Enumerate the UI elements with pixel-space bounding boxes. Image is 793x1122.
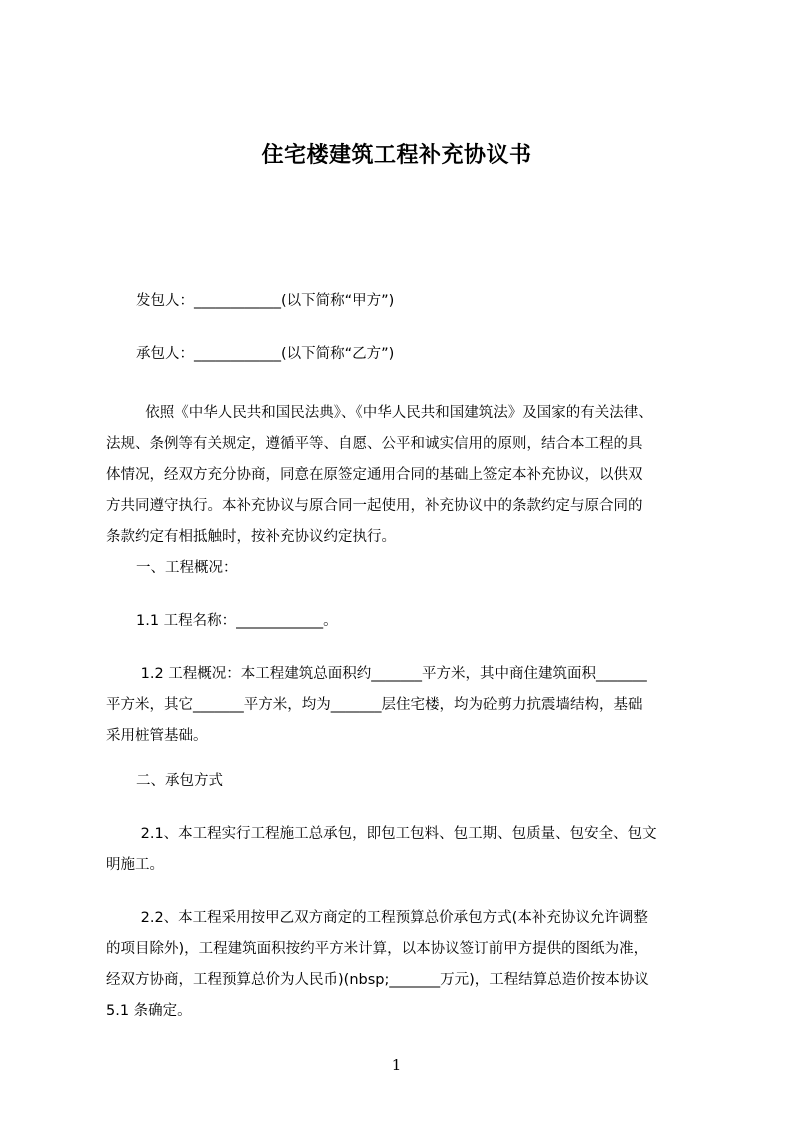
intro-line: 方共同遵守执行。本补充协议与原合同一起使用，补充协议中的条款约定与原合同的	[106, 498, 643, 514]
intro-line: 条款约定有相抵触时，按补充协议约定执行。	[106, 529, 396, 545]
section1-heading: 一、工程概况：	[136, 560, 238, 576]
document-title: 住宅楼建筑工程补充协议书	[261, 143, 532, 168]
section2-item2-line: 经双方协商，工程预算总价为人民币)(nbsp;_______万元)，工程结算总造价按本协议	[106, 972, 649, 988]
section1-item2-line: 平方米，其它_______平方米，均为_______层住宅楼，均为砼剪力抗震墙结构，基础	[106, 697, 643, 713]
intro-line: 体情况，经双方充分协商，同意在原签定通用合同的基础上签定本补充协议，以供双	[106, 467, 643, 483]
section1-item1: 1.1 工程名称：____________。	[136, 613, 338, 629]
section2-item2	[106, 903, 698, 1027]
party-b-line: 承包人：____________(以下简称“乙方”)	[136, 346, 395, 362]
section2-item1	[106, 819, 698, 881]
party-a-line: 发包人：____________(以下简称“甲方”)	[136, 293, 395, 309]
intro-line: 法规、条例等有关规定，遵循平等、自愿、公平和诚实信用的原则，结合本工程的具	[106, 436, 643, 452]
section2-item2-line: 5.1 条确定。	[106, 1003, 192, 1019]
section1-item2-line: 1.2 工程概况：本工程建筑总面积约_______平方米，其中商住建筑面积_______	[136, 666, 647, 682]
section2-item1-line: 明施工。	[106, 857, 164, 873]
section2-item1-line: 2.1、本工程实行工程施工总承包，即包工包料、包工期、包质量、包安全、包文	[136, 826, 657, 842]
section2-item2-line: 2.2、本工程采用按甲乙双方商定的工程预算总价承包方式(本补充协议允许调整	[136, 910, 648, 926]
page-number: 1	[391, 1056, 402, 1074]
section1-item2	[106, 659, 698, 752]
section2-heading: 二、承包方式	[136, 773, 223, 789]
intro-line: 依照《中华人民共和国民法典》、《中华人民共和国建筑法》及国家的有关法律、	[136, 405, 653, 421]
intro-paragraph	[106, 398, 698, 553]
section2-item2-line: 的项目除外)，工程建筑面积按约平方米计算，以本协议签订前甲方提供的图纸为准，	[106, 941, 649, 957]
section1-item2-line: 采用桩管基础。	[106, 728, 208, 744]
